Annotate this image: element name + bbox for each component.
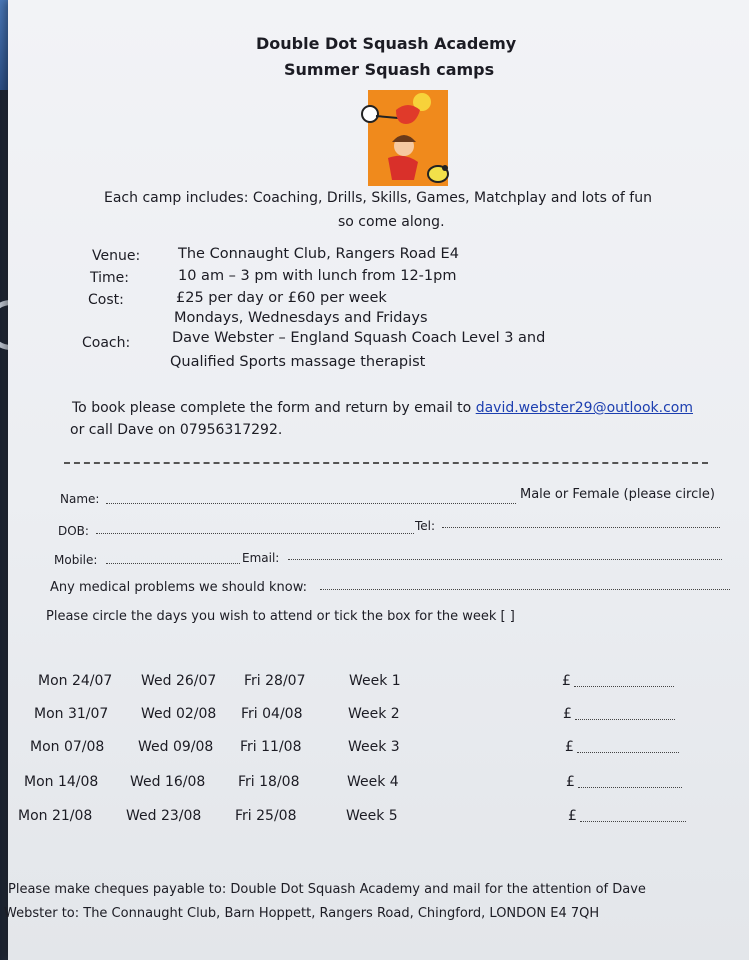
email-field-line[interactable] [288,559,722,560]
schedule-pound-2: £ [563,706,572,722]
coach-value-1: Dave Webster – England Squash Coach Level 3 and [172,330,546,346]
schedule-fri-3[interactable]: Fri 11/08 [240,739,302,755]
schedule-mon-1[interactable]: Mon 24/07 [38,673,113,689]
academy-title: Double Dot Squash Academy [256,34,517,53]
schedule-fri-1[interactable]: Fri 28/07 [244,673,306,689]
schedule-pound-1: £ [562,673,571,689]
footer-line-1: Please make cheques payable to: Double Dot Squash Academy and mail for the attention of Dave [8,882,646,897]
intro-line-1: Each camp includes: Coaching, Drills, Skills, Games, Matchplay and lots of fun [104,190,652,206]
booking-email-link[interactable]: david.webster29@outlook.com [475,400,693,416]
tel-label: Tel: [415,519,436,533]
venue-value: The Connaught Club, Rangers Road E4 [178,246,459,262]
squash-kids-logo [358,88,458,188]
schedule-amount-line-4[interactable] [578,787,682,788]
time-label: Time: [90,270,129,286]
booking-line-1 [72,400,693,416]
schedule-amount-line-1[interactable] [574,686,674,687]
schedule-mon-5[interactable]: Mon 21/08 [18,808,93,824]
schedule-week-4[interactable]: Week 4 [347,774,399,790]
gender-label: Male or Female (please circle) [520,487,715,502]
intro-line-2: so come along. [338,214,445,230]
flyer-paper [4,0,749,960]
schedule-week-1[interactable]: Week 1 [349,673,401,689]
circle-days-instruction: Please circle the days you wish to attend or tick the box for the week [ ] [46,609,515,624]
schedule-pound-3: £ [565,739,574,755]
schedule-wed-1[interactable]: Wed 26/07 [141,673,217,689]
schedule-wed-3[interactable]: Wed 09/08 [138,739,214,755]
time-value: 10 am – 3 pm with lunch from 12-1pm [178,268,457,284]
cost-label: Cost: [88,292,124,308]
medical-field-line[interactable] [320,589,730,590]
schedule-amount-line-2[interactable] [575,719,675,720]
schedule-amount-line-3[interactable] [577,752,679,753]
schedule-mon-4[interactable]: Mon 14/08 [24,774,99,790]
dob-label: DOB: [58,524,89,538]
days-value: Mondays, Wednesdays and Fridays [174,310,428,326]
schedule-mon-2[interactable]: Mon 31/07 [34,706,109,722]
booking-line-2: or call Dave on 07956317292. [70,422,283,438]
schedule-week-5[interactable]: Week 5 [346,808,398,824]
schedule-week-2[interactable]: Week 2 [348,706,400,722]
schedule-pound-5: £ [568,808,577,824]
tel-field-line[interactable] [442,527,720,528]
schedule-amount-line-5[interactable] [580,821,686,822]
cost-value: £25 per day or £60 per week [176,290,387,306]
camps-subtitle: Summer Squash camps [284,60,495,79]
schedule-mon-3[interactable]: Mon 07/08 [30,739,105,755]
mobile-label: Mobile: [54,553,98,567]
schedule-wed-2[interactable]: Wed 02/08 [141,706,217,722]
schedule-week-3[interactable]: Week 3 [348,739,400,755]
dob-field-line[interactable] [96,533,414,534]
medical-label: Any medical problems we should know: [50,580,308,595]
footer-line-2: Webster to: The Connaught Club, Barn Hoppett, Rangers Road, Chingford, LONDON E4 7QH [4,906,600,921]
schedule-wed-4[interactable]: Wed 16/08 [130,774,206,790]
schedule-fri-2[interactable]: Fri 04/08 [241,706,303,722]
schedule-wed-5[interactable]: Wed 23/08 [126,808,202,824]
booking-text: To book please complete the form and return by email to [72,400,472,416]
coach-label: Coach: [82,335,131,351]
name-field-line[interactable] [106,503,516,504]
name-label: Name: [60,492,100,506]
coach-value-2: Qualified Sports massage therapist [170,354,426,370]
venue-label: Venue: [92,248,141,264]
schedule-pound-4: £ [566,774,575,790]
schedule-fri-4[interactable]: Fri 18/08 [238,774,300,790]
schedule-fri-5[interactable]: Fri 25/08 [235,808,297,824]
cut-line [64,462,708,464]
email-label: Email: [242,551,280,565]
mobile-field-line[interactable] [106,563,240,564]
